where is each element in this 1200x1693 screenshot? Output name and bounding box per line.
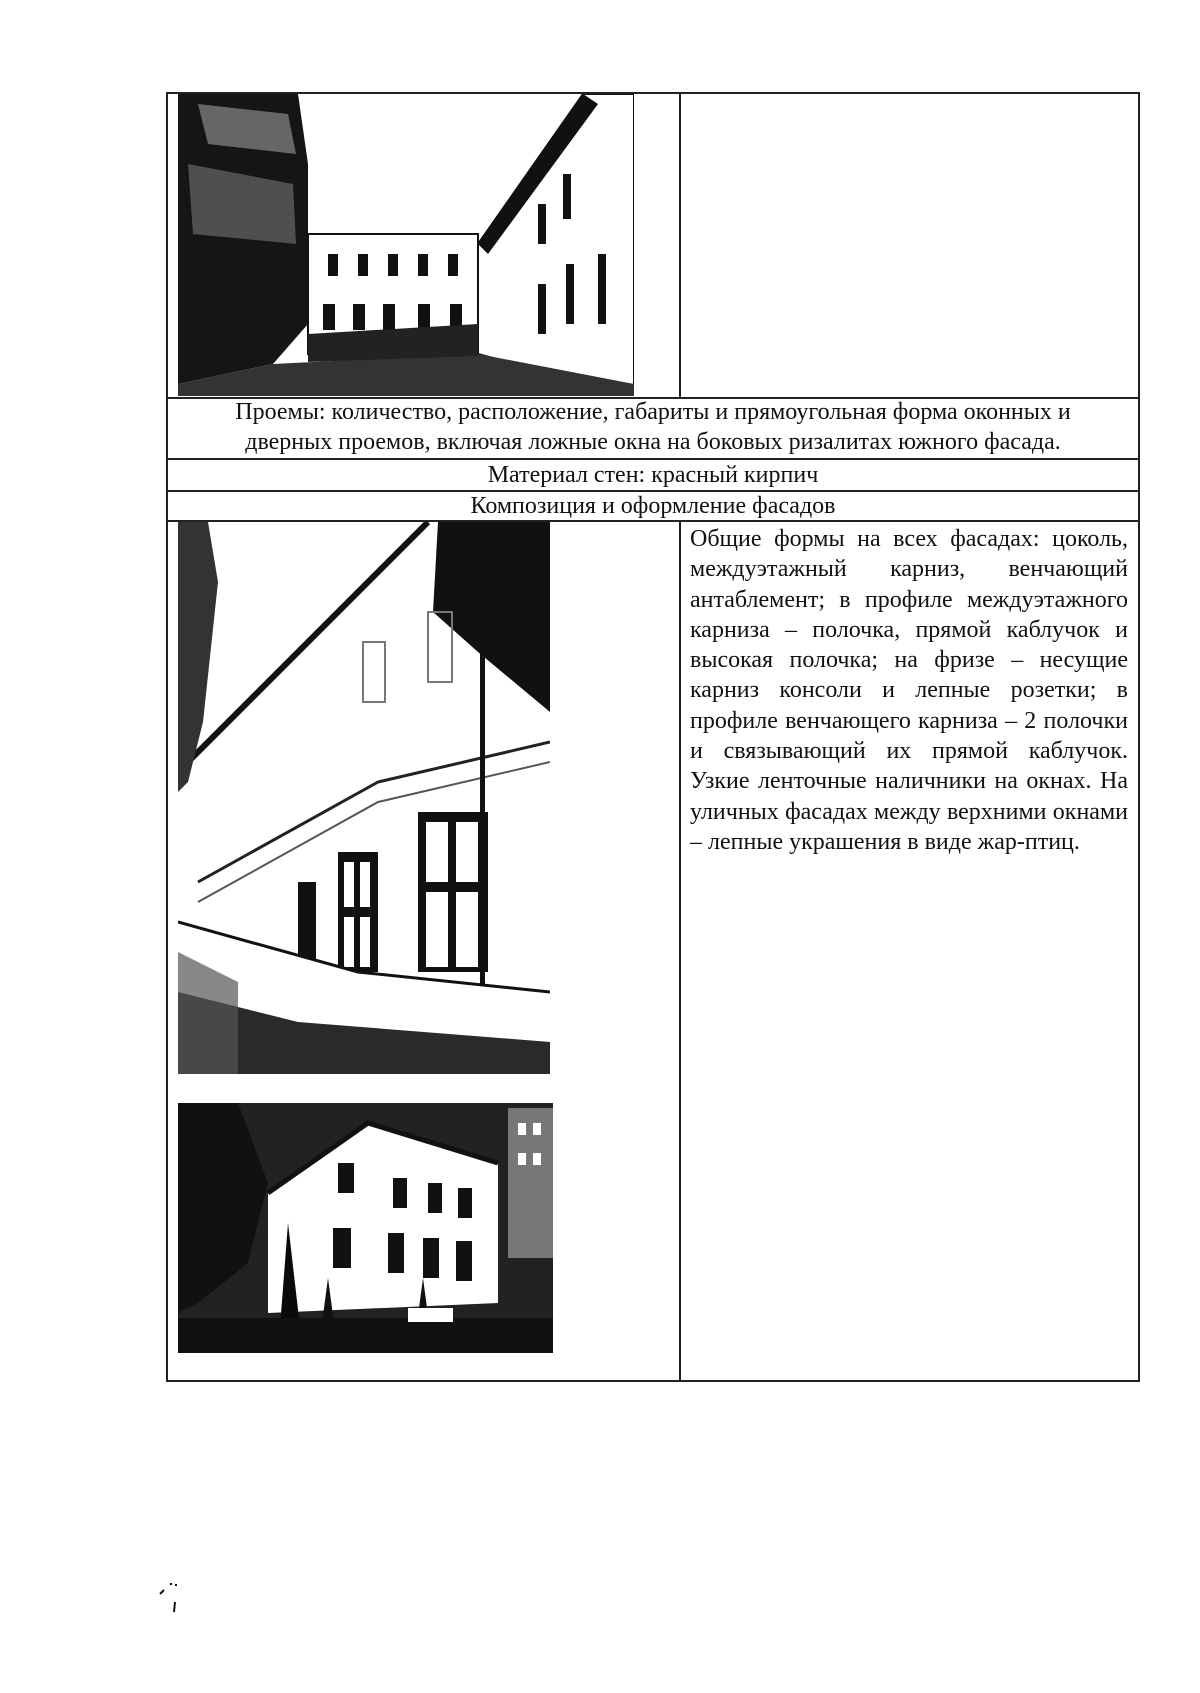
table-border-row2: [166, 458, 1140, 460]
table-border-right: [1138, 92, 1140, 1382]
table-column-divider-top: [679, 92, 681, 398]
openings-text-line1: Проемы: количество, расположение, габариты и прямоугольная форма оконных и: [235, 399, 1071, 425]
facade-section-heading: Композиция и оформление фасадов: [470, 493, 836, 519]
table-border-left: [166, 92, 168, 1382]
scan-artifact-marks: [156, 1580, 186, 1625]
openings-text-line2: дверных проемов, включая ложные окна на боковых ризалитах южного фасада.: [245, 429, 1061, 455]
courtyard-photo: [178, 94, 634, 396]
building-trees-photo: [178, 1103, 553, 1353]
table-column-divider-bottom: [679, 520, 681, 1382]
wall-material-text: Материал стен: красный кирпич: [487, 462, 819, 488]
table-border-bottom: [166, 1380, 1140, 1382]
facade-description-text: Общие формы на всех фасадах: цоколь, междуэтажный карниз, венчающий антаблемент; в профиле междуэтажного карниза – полочка, прямой каблучок и высокая полочка; на фризе – несущие карниз консоли и лепные розетки; в профиле венчающего карниза – 2 полочки и связывающий их прямой каблучок. Узкие ленточные наличники на окнах. На уличных фасадах между верхними окнами – лепные украшения в виде жар-птиц.: [690, 526, 1128, 855]
facade-closeup-photo: [178, 522, 550, 1074]
